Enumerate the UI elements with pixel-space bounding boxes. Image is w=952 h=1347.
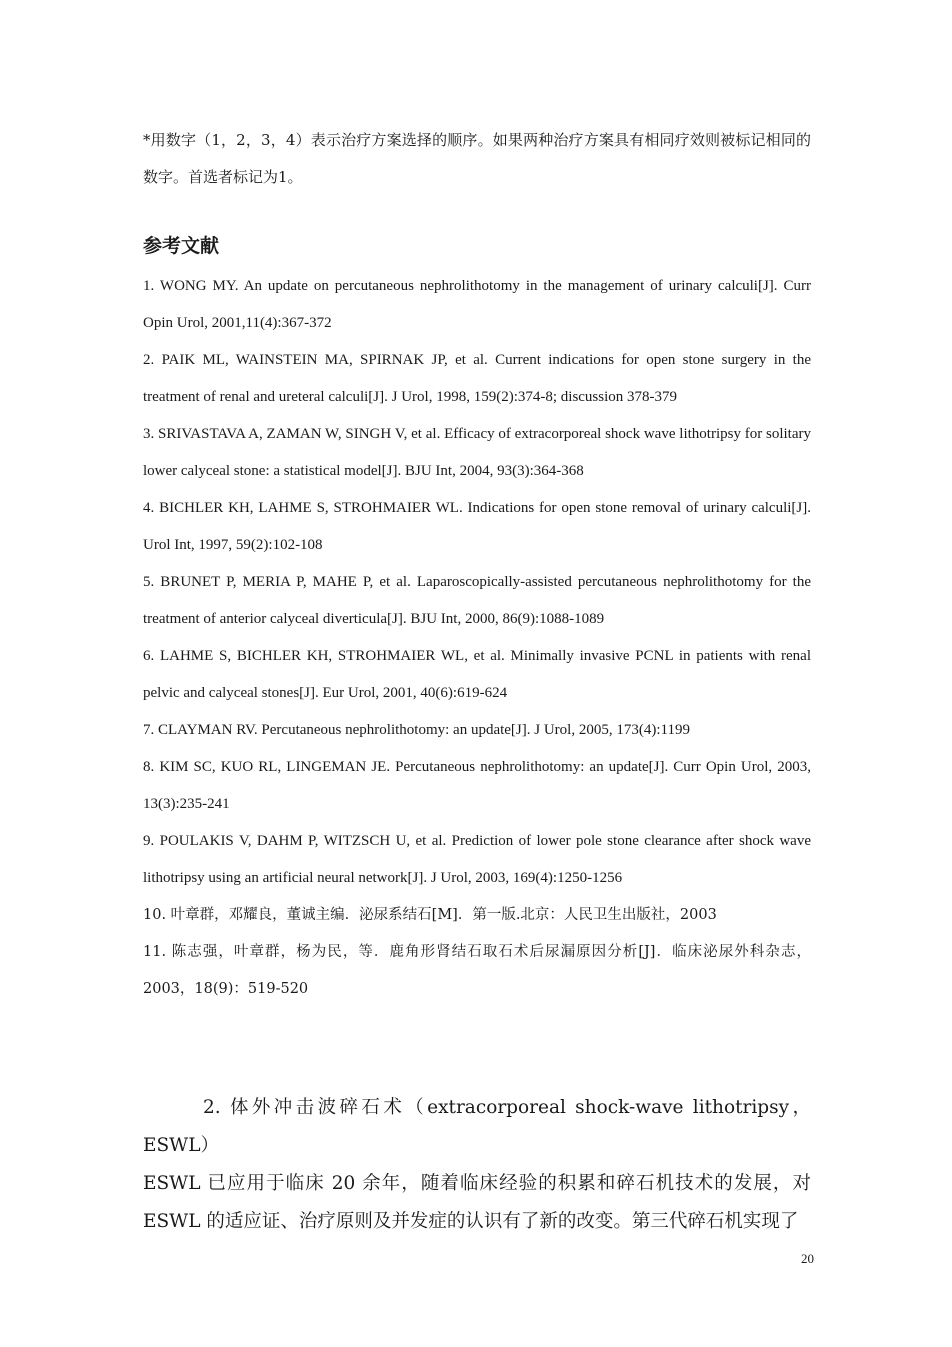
- reference-item-11: 11. 陈志强，叶章群，杨为民，等．鹿角形肾结石取石术后尿漏原因分析[J]．临床泌尿外科杂志，2003，18(9)：519-520: [143, 944, 811, 997]
- section-body: ESWL 已应用于临床 20 余年，随着临床经验的积累和碎石机技术的发展，对 ESWL 的适应证、治疗原则及并发症的认识有了新的改变。第三代碎石机实现了: [143, 1173, 811, 1232]
- reference-item-7: 7. CLAYMAN RV. Percutaneous nephrolithotomy: an update[J]. J Urol, 2005, 173(4):1199: [143, 722, 690, 738]
- table-footnote: *用数字（1，2，3，4）表示治疗方案选择的顺序。如果两种治疗方案具有相同疗效则被标记相同的数字。首选者标记为1。: [143, 131, 811, 186]
- reference-item-4: 4. BICHLER KH, LAHME S, STROHMAIER WL. Indications for open stone removal of urinary calculi[J]. Urol Int, 1997, 59(2):102-108: [143, 500, 811, 553]
- reference-item-8: 8. KIM SC, KUO RL, LINGEMAN JE. Percutaneous nephrolithotomy: an update[J]. Curr Opin Urol, 2003, 13(3):235-241: [143, 759, 811, 812]
- reference-item-1: 1. WONG MY. An update on percutaneous nephrolithotomy in the management of urinary calculi[J]. Curr Opin Urol, 2001,11(4):367-372: [143, 278, 811, 331]
- reference-item-5: 5. BRUNET P, MERIA P, MAHE P, et al. Laparoscopically-assisted percutaneous nephrolithotomy for the treatment of anterior calyceal diverticula[J]. BJU Int, 2000, 86(9):1088-1089: [143, 574, 811, 627]
- reference-item-10: 10. 叶章群，邓耀良，董诚主编．泌尿系结石[M]．第一版.北京：人民卫生出版社，2003: [143, 907, 717, 923]
- references-heading: 参考文献: [143, 235, 220, 257]
- page-number: 20: [801, 1251, 814, 1266]
- section-heading: 2. 体外冲击波碎石术（extracorporeal shock-wave lithotripsy，ESWL）: [143, 1097, 811, 1156]
- reference-item-6: 6. LAHME S, BICHLER KH, STROHMAIER WL, et al. Minimally invasive PCNL in patients with renal pelvic and calyceal stones[J]. Eur Urol, 2001, 40(6):619-624: [143, 648, 811, 701]
- eswl-section: [143, 1089, 811, 1241]
- reference-item-9: 9. POULAKIS V, DAHM P, WITZSCH U, et al. Prediction of lower pole stone clearance after shock wave lithotripsy using an artificial neural network[J]. J Urol, 2003, 169(4):1250-1256: [143, 833, 811, 886]
- reference-item-3: 3. SRIVASTAVA A, ZAMAN W, SINGH V, et al. Efficacy of extracorporeal shock wave lithotripsy for solitary lower calyceal stone: a statistical model[J]. BJU Int, 2004, 93(3):364-368: [143, 426, 811, 479]
- reference-list: [143, 268, 811, 1008]
- reference-item-2: 2. PAIK ML, WAINSTEIN MA, SPIRNAK JP, et al. Current indications for open stone surgery in the treatment of renal and ureteral calculi[J]. J Urol, 1998, 159(2):374-8; discussion 378-379: [143, 352, 811, 405]
